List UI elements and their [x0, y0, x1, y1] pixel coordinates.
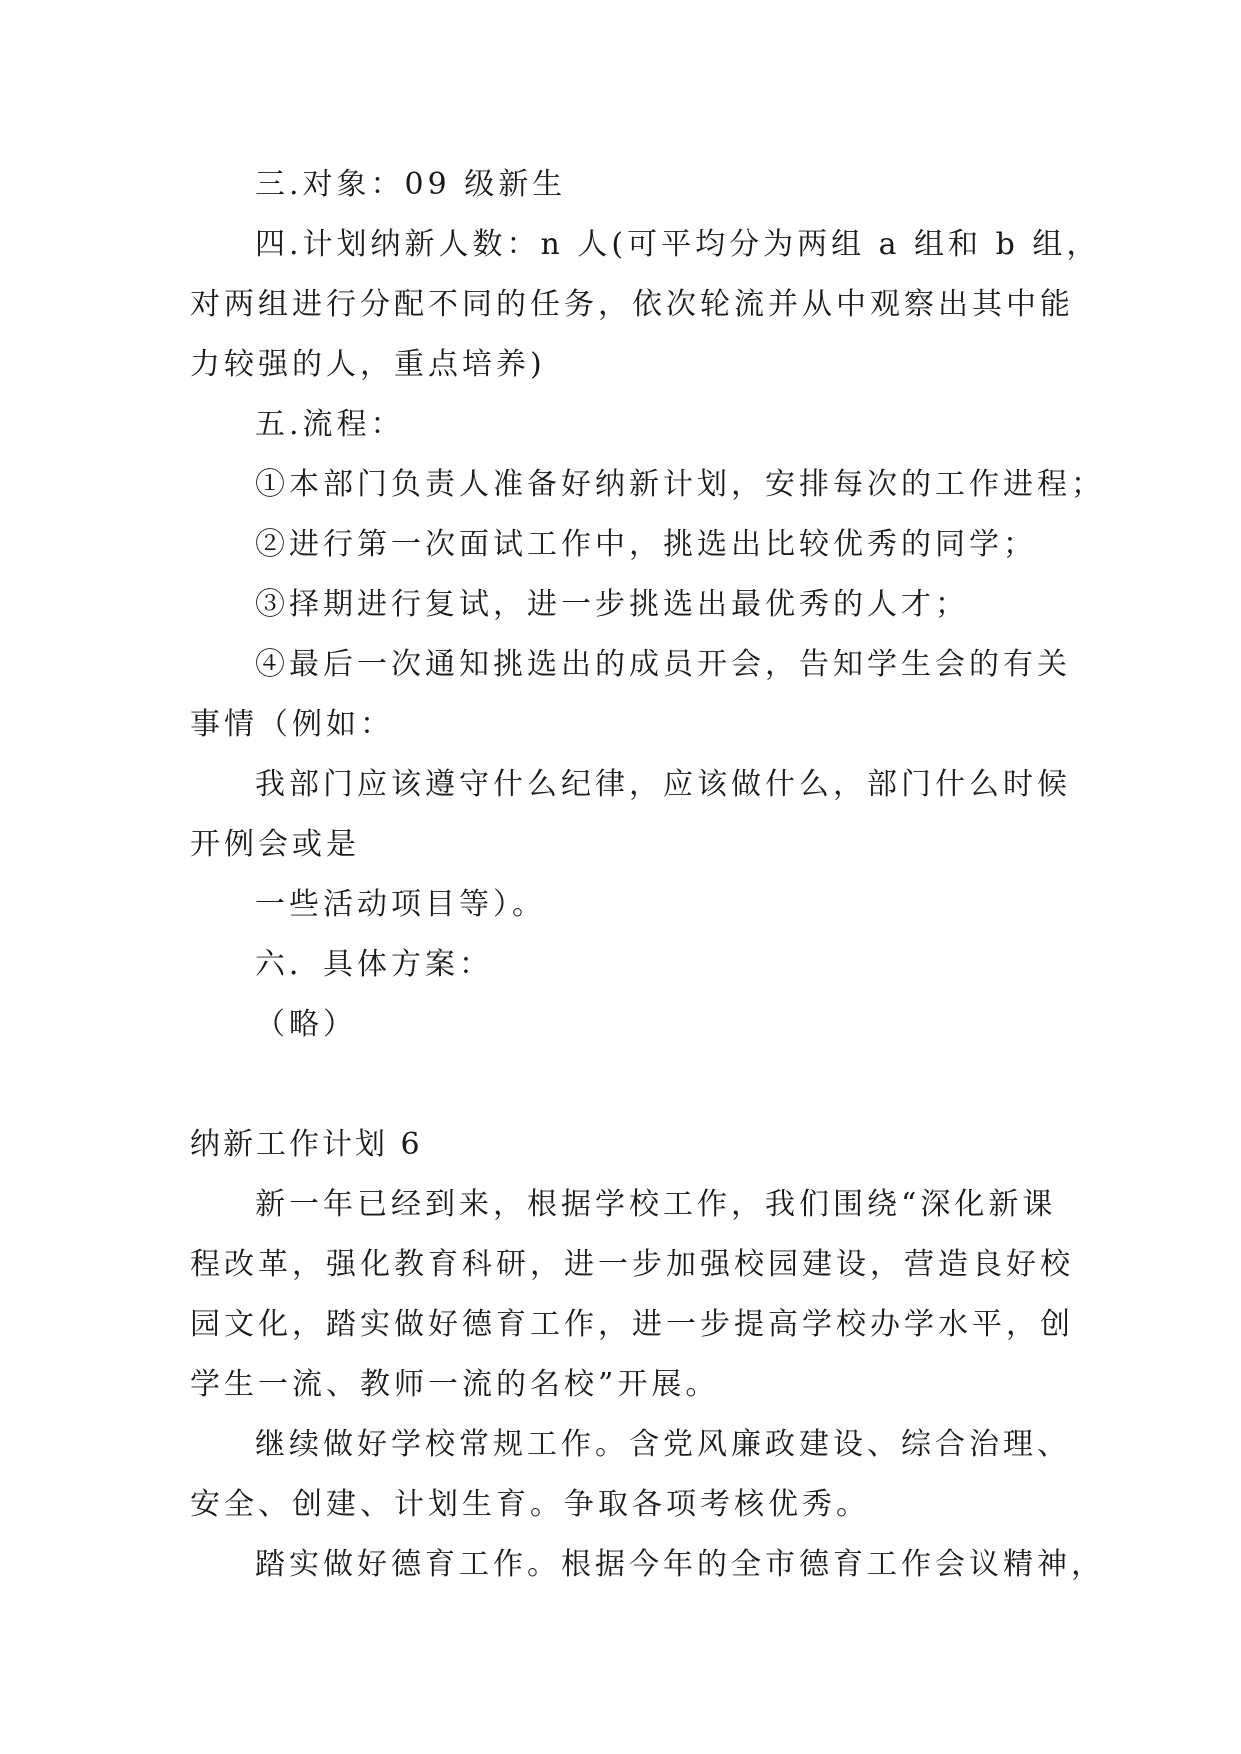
section-6-plan: 六．具体方案： [255, 947, 493, 982]
process-step-2: ②进行第一次面试工作中，挑选出比较优秀的同学； [255, 527, 1037, 562]
paragraph-line: 事情（例如： [190, 707, 394, 742]
paragraph-line: 园文化，踏实做好德育工作，进一步提高学校办学水平，创 [190, 1307, 1074, 1342]
paragraph-line: 踏实做好德育工作。根据今年的全市德育工作会议精神， [255, 1547, 1105, 1582]
paragraph-line: 学生一流、教师一流的名校”开展。 [190, 1367, 720, 1402]
process-step-3: ③择期进行复试，进一步挑选出最优秀的人才； [255, 587, 969, 622]
paragraph-line: 新一年已经到来，根据学校工作，我们围绕“深化新课 [255, 1187, 1057, 1222]
paragraph-line: 开例会或是 [190, 827, 360, 862]
paragraph-line: 程改革，强化教育科研，进一步加强校园建设，营造良好校 [190, 1247, 1074, 1282]
section-5-process: 五.流程： [255, 407, 405, 442]
process-step-1: ①本部门负责人准备好纳新计划，安排每次的工作进程； [255, 467, 1105, 502]
process-step-4: ④最后一次通知挑选出的成员开会，告知学生会的有关 [255, 647, 1071, 682]
paragraph-line: 继续做好学校常规工作。含党风廉政建设、综合治理、 [255, 1427, 1071, 1462]
section-4-plan-count: 四.计划纳新人数：n 人(可平均分为两组 a 组和 b 组， [255, 227, 1101, 262]
paragraph-line: 一些活动项目等）。 [255, 887, 546, 922]
omitted-note: （略） [255, 1007, 357, 1042]
paragraph-line: 力较强的人，重点培养) [190, 347, 546, 382]
paragraph-line: 安全、创建、计划生育。争取各项考核优秀。 [190, 1487, 870, 1522]
paragraph-line: 对两组进行分配不同的任务，依次轮流并从中观察出其中能 [190, 287, 1074, 322]
paragraph-line: 我部门应该遵守什么纪律，应该做什么，部门什么时候 [255, 767, 1071, 802]
section-title: 纳新工作计划 6 [190, 1127, 423, 1162]
section-3-objects: 三.对象：09 级新生 [255, 167, 567, 202]
